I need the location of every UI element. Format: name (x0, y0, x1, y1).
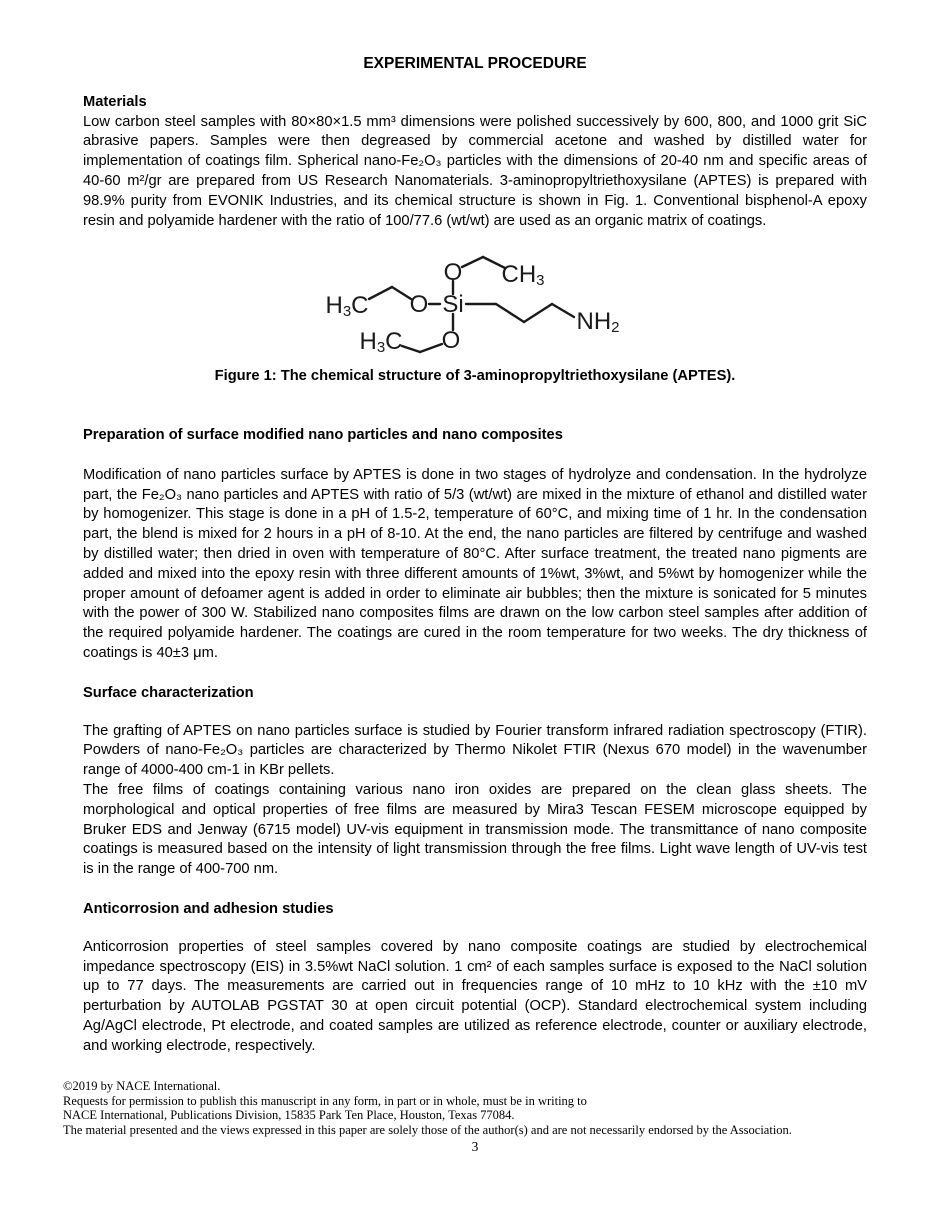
figure-1-caption: Figure 1: The chemical structure of 3-aminopropyltriethoxysilane (APTES). (214, 368, 736, 385)
svg-text:CH3: $CH_3$ (501, 260, 545, 289)
footer-line-3: NACE International, Publications Division, 15835 Park Ten Place, Houston, Texas 77084. (63, 1108, 515, 1123)
heading-preparation: Preparation of surface modified nano particles and nano composites (83, 426, 563, 443)
svg-text:NH2: $NH_2$ (576, 307, 620, 336)
svg-text:H3C: $H_3C$ (359, 327, 403, 356)
figure-1 (83, 253, 867, 365)
heading-surface-characterization: Surface characterization (83, 684, 254, 701)
paragraph-surface-2: The free films of coatings containing various nano iron oxides are prepared on the clean glass sheets. The morphological and optical properties of free films are measured by Mira3 Tescan FESEM microscope equipped by Bruker EDS and Jenway (6715 model) UV-vis equipment in transmission mode. The transmittance of nano composite coatings is measured based on the intensity of light transmission through the free films. Light wave length of UV-vis test is in the range of 400-700 nm. (83, 781, 867, 878)
heading-materials: Materials (83, 93, 147, 110)
svg-text:O: O (443, 258, 463, 286)
svg-text:O: O (409, 290, 429, 318)
footer-copyright (63, 1079, 887, 1137)
page-title: EXPERIMENTAL PROCEDURE (363, 55, 587, 72)
paragraph-anticorrosion: Anticorrosion properties of steel samples covered by nano composite coatings are studied by electrochemical impedance spectroscopy (EIS) in 3.5%wt NaCl solution. 1 cm² of each samples surface is exposed to the NaCl solution up to 77 days. The measurements are carried out in frequencies range of 10 mHz to 10 kHz with the ±10 mV perturbation by AUTOLAB PGSTAT 30 at open circuit potential (OCP). Standard electrochemical system including Ag/AgCl electrode, Pt electrode, and coated samples are utilized as reference electrode, counter or auxiliary electrode, and working electrode, respectively. (83, 938, 867, 1054)
footer-line-4: The material presented and the views expressed in this paper are solely those of the author(s) and are not necessarily endorsed by the Association. (63, 1122, 792, 1137)
svg-text:Si: Si (442, 290, 464, 318)
paragraph-preparation: Modification of nano particles surface by APTES is done in two stages of hydrolyze and condensation. In the hydrolyze part, the Fe₂O₃ nano particles and APTES with ratio of 5/3 (wt/wt) are mixed in the mixture of ethanol and distilled water by homogenizer. This stage is done in a pH of 1.5-2, temperature of 60°C, and mixing time of 1 hr. In the condensation part, the blend is mixed for 2 hours in a pH of 8-10. At the end, the nano particles are filtered by centrifuge and washed by distilled water; then dried in oven with temperature of 80°C. After surface treatment, the treated nano pigments are added and mixed into the epoxy resin with three different amounts of 1%wt, 3%wt, and 5%wt by homogenizer while the proper amount of defoamer agent is added in order to eliminate air bubbles; then the mixture is sonicated for 5 minutes with the power of 300 W. Stabilized nano composites films are drawn on the low carbon steel samples after addition of the required polyamide hardener. The coatings are cured in the room temperature for two weeks. The dry thickness of coatings is 40±3 μm. (83, 466, 867, 661)
svg-text:H3C: $H_3C$ (325, 291, 369, 320)
page-number: 3 (471, 1139, 479, 1155)
footer-line-2: Requests for permission to publish this manuscript in any form, in part or in whole, must be in writing to (63, 1093, 587, 1108)
paragraph-surface-1: The grafting of APTES on nano particles surface is studied by Fourier transform infrared radiation spectroscopy (FTIR). Powders of nano-Fe₂O₃ particles are characterized by Thermo Nikolet FTIR (Nexus 670 model) in the wavenumber range of 4000-400 cm-1 in KBr pellets. (83, 722, 867, 779)
footer-line-1: ©2019 by NACE International. (63, 1079, 221, 1094)
aptes-chemical-structure (317, 253, 647, 358)
page-content (83, 54, 867, 1056)
heading-anticorrosion: Anticorrosion and adhesion studies (83, 900, 334, 917)
svg-text:O: O (441, 326, 461, 354)
paragraph-materials: Low carbon steel samples with 80×80×1.5 mm³ dimensions were polished successively by 600, 800, and 1000 grit SiC abrasive papers. Samples were then degreased by commercial acetone and washed by distilled water for implementation of coatings film. Spherical nano-Fe₂O₃ particles with the dimensions of 20-40 nm and specific areas of 40-60 m²/gr are prepared from US Research Nanomaterials. 3-aminopropyltriethoxysilane (APTES) is prepared with 98.9% purity from EVONIK Industries, and its chemical structure is shown in Fig. 1. Conventional bisphenol-A epoxy resin and polyamide hardener with the ratio of 100/77.6 (wt/wt) are used as an organic matrix of coatings. (83, 113, 867, 229)
